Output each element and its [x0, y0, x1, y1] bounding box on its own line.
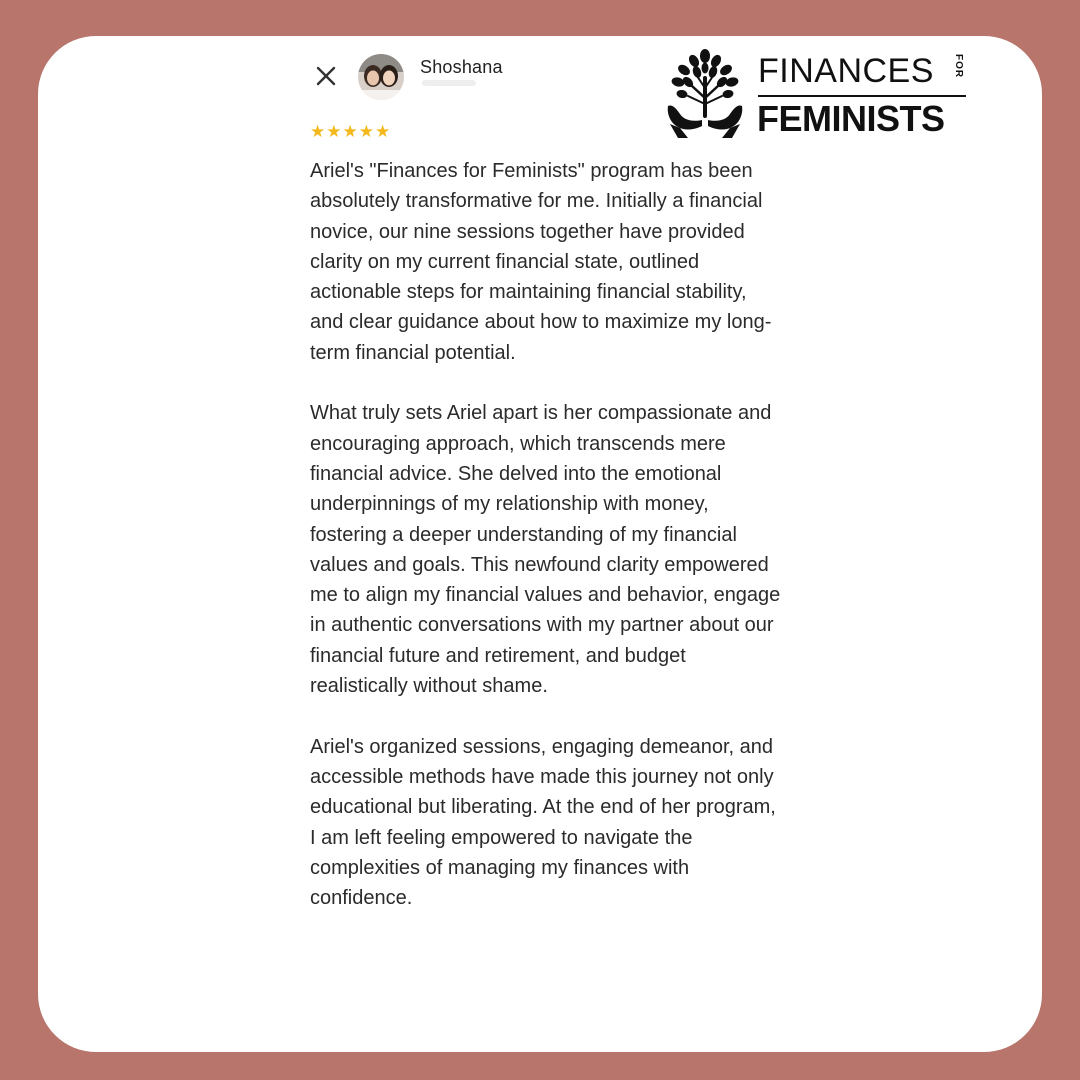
brand-logo — [664, 48, 984, 140]
review-paragraph: What truly sets Ariel apart is her compassionate and encouraging approach, which transcends mere financial advice. She delved into the emotional underpinnings of my relationship with money, fostering a deeper understanding of my financial values and goals. This newfound clarity empowered me to align my financial values and behavior, engage in authentic conversations with my partner about our financial future and retirement, and budget realistically without shame. — [310, 402, 781, 698]
logo-line-for: FOR — [953, 54, 964, 79]
tree-hands-icon — [664, 48, 746, 140]
reviewer-subtitle-placeholder — [422, 80, 476, 86]
star-icon: ★ — [358, 122, 374, 142]
review-text — [310, 156, 782, 913]
star-rating — [310, 122, 390, 142]
star-icon: ★ — [310, 122, 326, 142]
logo-line-finances: FINANCES — [758, 52, 934, 90]
logo-divider — [758, 95, 966, 97]
star-icon: ★ — [326, 122, 342, 142]
reviewer-name[interactable]: Shoshana — [420, 57, 503, 77]
avatar[interactable] — [358, 54, 404, 100]
review-card — [38, 36, 1042, 1052]
review-paragraph: Ariel's "Finances for Feminists" program has been absolutely transformative for me. Initially a financial novice, our nine sessions together have provided clarity on my current financial state, outlined actionable steps for maintaining financial stability, and clear guidance about how to maximize my long-term financial potential. — [310, 160, 772, 364]
logo-line-feminists: FEMINISTS — [757, 98, 945, 139]
star-icon: ★ — [342, 122, 358, 142]
close-icon[interactable] — [314, 64, 338, 88]
review-paragraph: Ariel's organized sessions, engaging demeanor, and accessible methods have made this journey not only educational but liberating. At the end of her program, I am left feeling empowered to navigate the complexities of managing my finances with confidence. — [310, 735, 776, 910]
star-icon: ★ — [375, 122, 391, 142]
